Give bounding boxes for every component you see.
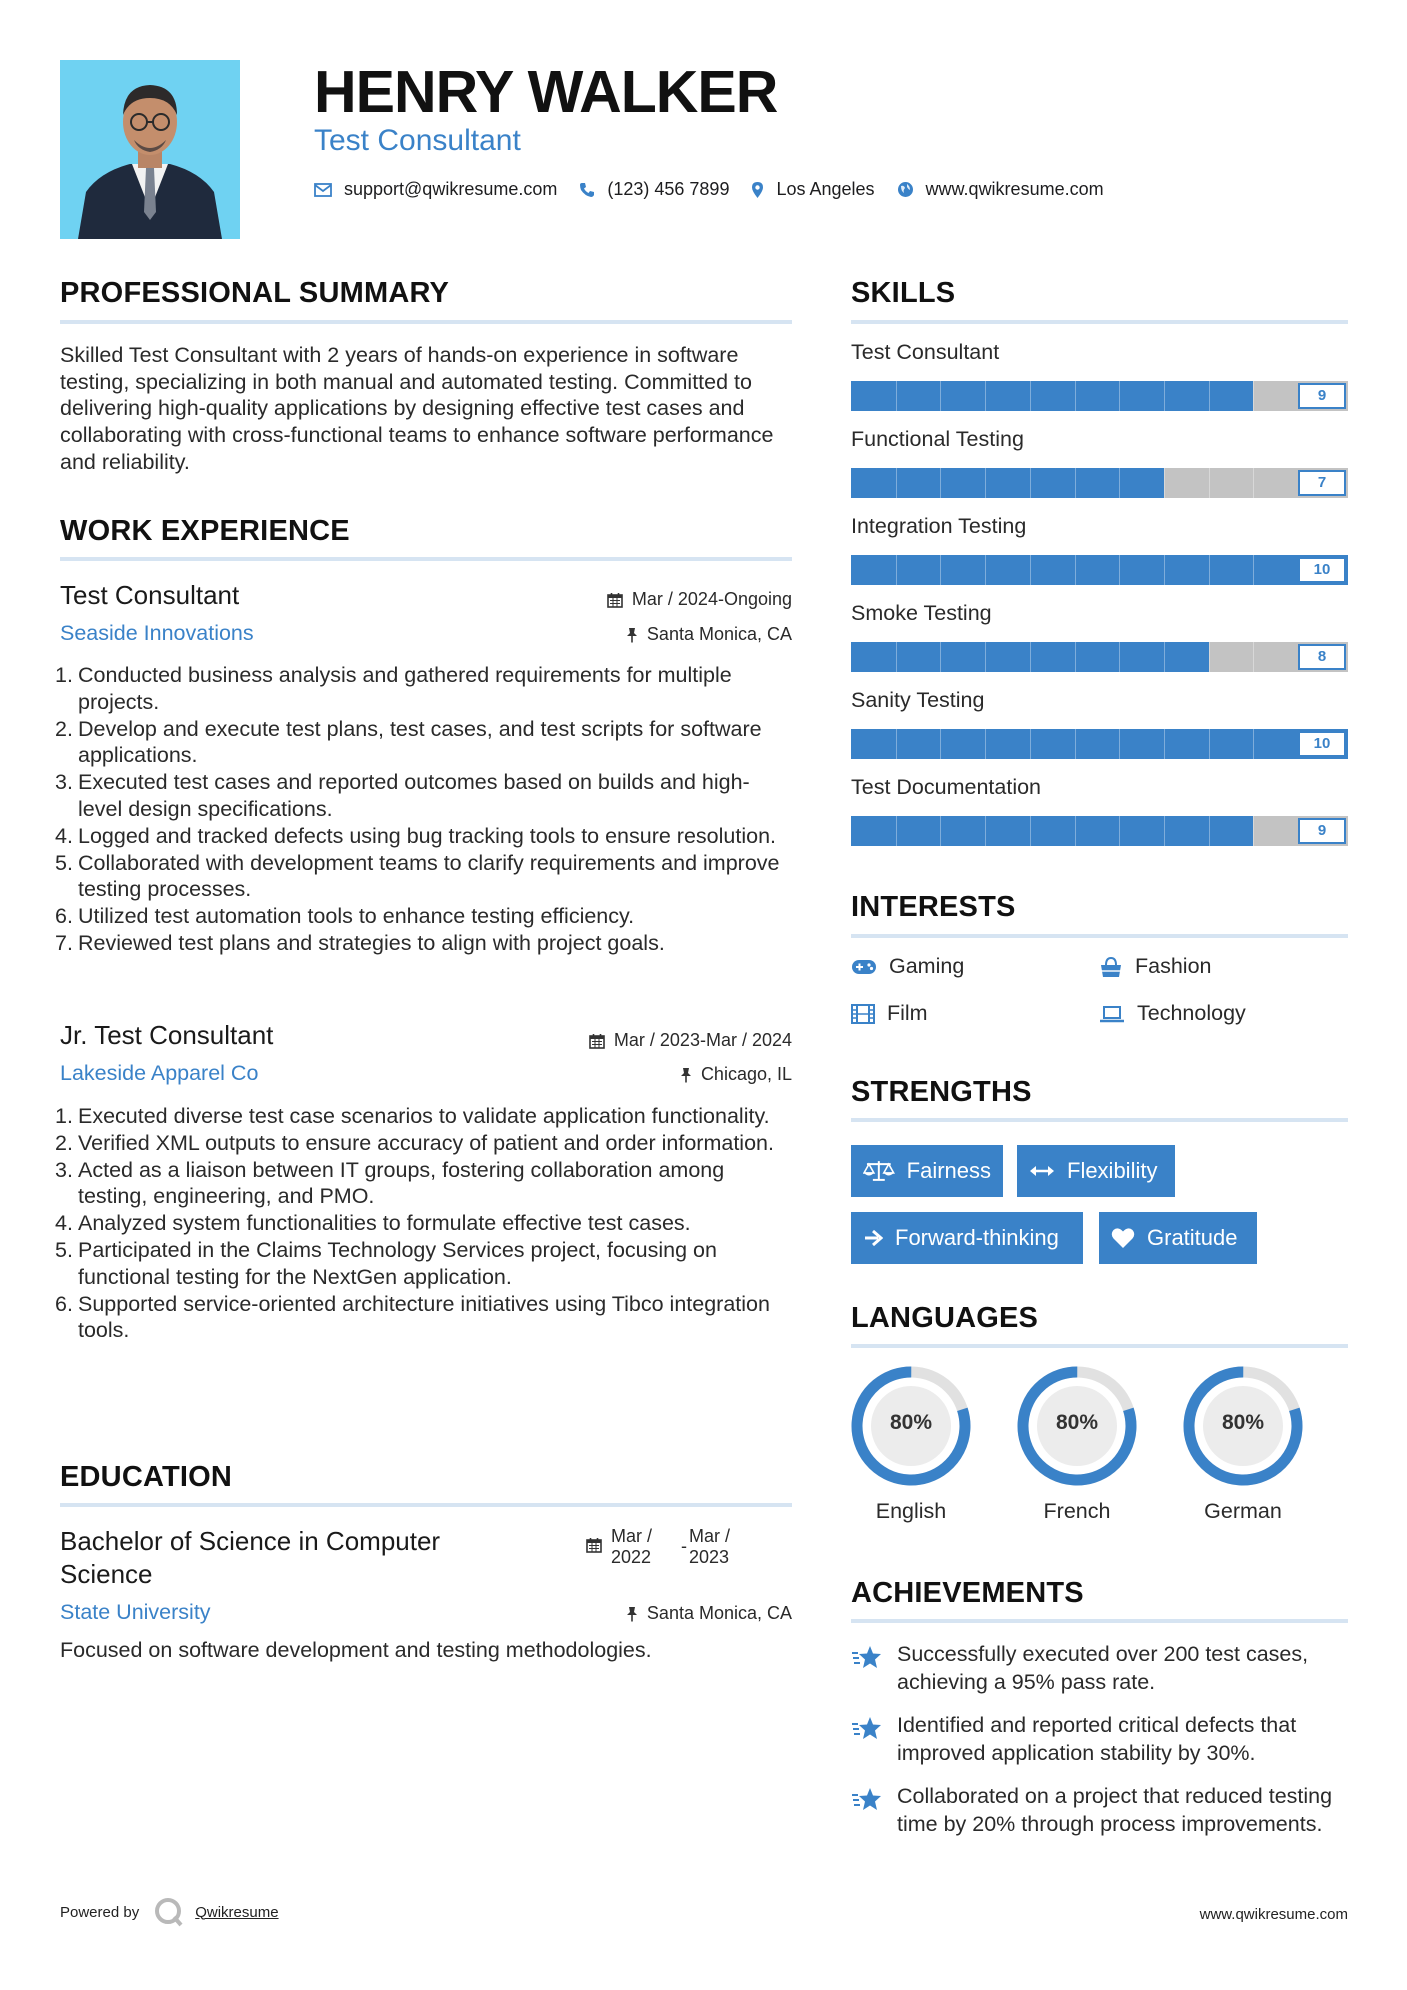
education-location	[626, 1603, 792, 1624]
education-end-date: Mar / 2023	[689, 1526, 731, 1567]
achievement-item	[851, 1711, 1351, 1767]
skill-bar-segment	[1253, 468, 1254, 498]
degree-title-line2: Science	[60, 1559, 153, 1589]
skill-bar-fill	[851, 816, 1253, 846]
job-duties-list	[55, 1103, 792, 1344]
skill-bar-segment	[985, 816, 986, 846]
languages-divider	[851, 1344, 1348, 1348]
strength-label: Fairness	[906, 1158, 991, 1183]
education-location-text: Santa Monica, CA	[646, 1603, 792, 1623]
skill-bar-segment	[1253, 816, 1254, 846]
achievement-item	[851, 1640, 1351, 1696]
skill-bar	[851, 642, 1348, 672]
calendar-icon	[607, 592, 623, 608]
interest-item	[851, 1001, 928, 1026]
education-divider	[60, 1503, 792, 1507]
contact-email-text: support@qwikresume.com	[344, 179, 558, 199]
skill-level-badge: 10	[1298, 731, 1346, 757]
skill-bar-segment	[985, 468, 986, 498]
list-item: 7. Reviewed test plans and strategies to align with project goals.	[55, 930, 665, 955]
summary-heading: PROFESSIONAL SUMMARY	[60, 277, 450, 309]
summary-divider	[60, 320, 792, 324]
skill-bar-segment	[1209, 381, 1210, 411]
language-name: English	[875, 1499, 947, 1523]
skill-bar-segment	[1253, 381, 1254, 411]
education-start-date: Mar / 2022	[611, 1526, 653, 1567]
skill-bar-segment	[896, 642, 897, 672]
skill-bar-segment	[940, 468, 941, 498]
skill-bar-segment	[1119, 381, 1120, 411]
skill-bar-segment	[1164, 468, 1165, 498]
skill-name: Functional Testing	[851, 427, 1024, 451]
education-dates	[586, 1526, 730, 1568]
skill-bar-segment	[1030, 468, 1031, 498]
pushpin-icon	[680, 1067, 692, 1083]
skill-level-badge: 7	[1298, 470, 1346, 496]
job-dates-text: Mar / 2024-Ongoing	[631, 589, 792, 609]
footer-powered-by	[60, 1896, 279, 1928]
skill-bar-segment	[985, 642, 986, 672]
contact-location	[751, 179, 874, 200]
interests-divider	[851, 934, 1348, 938]
list-item: 3. Acted as a liaison between IT groups, fostering collaboration among testing, engineering, and PMO.	[55, 1157, 725, 1209]
skill-bar-segment	[1164, 555, 1165, 585]
qwikresume-logo-icon	[153, 1896, 185, 1928]
envelope-icon	[314, 183, 332, 197]
phone-icon	[579, 182, 595, 198]
skill-bar-segment	[1030, 381, 1031, 411]
job-location	[626, 624, 792, 645]
job-location-text: Chicago, IL	[700, 1064, 792, 1084]
list-item: 6. Supported service-oriented architecture initiatives using Tibco integration tools.	[55, 1291, 770, 1343]
languages-heading: LANGUAGES	[851, 1302, 1039, 1334]
powered-by-text: Powered by	[60, 1903, 140, 1921]
person-portrait-icon	[60, 60, 240, 239]
skill-bar-segment	[1209, 555, 1210, 585]
achievement-item	[851, 1782, 1351, 1838]
skill-bar-segment	[1075, 381, 1076, 411]
skill-level-badge: 8	[1298, 644, 1346, 670]
skill-bar-segment	[1119, 816, 1120, 846]
arrow-right-icon	[863, 1229, 883, 1247]
shooting-star-icon	[851, 1644, 883, 1672]
job-title: Jr. Test Consultant	[60, 1020, 274, 1050]
list-item: 6. Utilized test automation tools to enhance testing efficiency.	[55, 904, 635, 929]
list-item: 4. Analyzed system functionalities to formulate effective test cases.	[55, 1211, 691, 1236]
skills-divider	[851, 320, 1348, 324]
school-name: State University	[60, 1600, 211, 1624]
profile-photo	[60, 60, 240, 239]
job-dates-text: Mar / 2023-Mar / 2024	[613, 1030, 792, 1050]
list-item: 1. Executed diverse test case scenarios to validate application functionality.	[55, 1104, 770, 1128]
skill-name: Test Consultant	[851, 340, 1000, 364]
skills-heading: SKILLS	[851, 277, 956, 309]
interests-heading: INTERESTS	[851, 891, 1016, 923]
shooting-star-icon	[851, 1715, 883, 1743]
strength-label: Flexibility	[1067, 1158, 1158, 1183]
job-company: Seaside Innovations	[60, 621, 254, 645]
achievements-heading: ACHIEVEMENTS	[851, 1577, 1084, 1609]
pushpin-icon	[626, 1606, 638, 1622]
strengths-heading: STRENGTHS	[851, 1076, 1032, 1108]
language-percent: 80%	[1221, 1411, 1265, 1434]
candidate-role: Test Consultant	[314, 124, 521, 157]
skill-bar-segment	[940, 729, 941, 759]
achievement-text: Successfully executed over 200 test cases, achieving a 95% pass rate.	[897, 1642, 1309, 1694]
language-percent: 80%	[1055, 1411, 1099, 1434]
contact-location-text: Los Angeles	[776, 179, 875, 199]
gamepad-icon	[851, 959, 877, 975]
skill-bar-segment	[896, 555, 897, 585]
skill-bar-segment	[1030, 555, 1031, 585]
list-item: 5. Collaborated with development teams to clarify requirements and improve testing processes.	[55, 850, 780, 902]
achievement-text: Identified and reported critical defects that improved application stability by 30%.	[897, 1713, 1297, 1765]
balance-scale-icon	[863, 1159, 895, 1183]
skill-bar-segment	[1209, 468, 1210, 498]
interest-label: Fashion	[1135, 954, 1212, 978]
skill-bar-segment	[1209, 642, 1210, 672]
arrows-horizontal-icon	[1029, 1164, 1055, 1178]
skill-bar-segment	[1075, 555, 1076, 585]
skill-name: Smoke Testing	[851, 601, 992, 625]
strength-label: Gratitude	[1147, 1225, 1238, 1250]
degree-title	[60, 1525, 440, 1591]
skill-bar-segment	[1164, 642, 1165, 672]
pushpin-icon	[626, 627, 638, 643]
language-percent: 80%	[889, 1411, 933, 1434]
skill-bar-fill	[851, 468, 1164, 498]
skill-bar-segment	[940, 555, 941, 585]
skill-bar-segment	[1253, 642, 1254, 672]
contact-phone-text: (123) 456 7899	[607, 179, 730, 199]
skill-bar-segment	[1119, 555, 1120, 585]
list-item: 5. Participated in the Claims Technology Services project, focusing on functional testing for the NextGen application.	[55, 1237, 717, 1289]
experience-heading: WORK EXPERIENCE	[60, 515, 350, 547]
skill-bar-segment	[1209, 816, 1210, 846]
contact-email[interactable]	[314, 179, 557, 200]
degree-title-line1: Bachelor of Science in Computer	[60, 1526, 441, 1556]
skill-bar-segment	[1164, 816, 1165, 846]
candidate-name: HENRY WALKER	[314, 59, 778, 125]
film-icon	[851, 1004, 875, 1024]
skill-bar-segment	[1030, 642, 1031, 672]
brand-link[interactable]: Qwikresume	[195, 1903, 279, 1921]
skill-bar-segment	[896, 729, 897, 759]
skill-bar	[851, 816, 1348, 846]
skill-name: Integration Testing	[851, 514, 1027, 538]
calendar-icon	[589, 1033, 605, 1049]
skill-bar-segment	[940, 642, 941, 672]
list-item: 4. Logged and tracked defects using bug tracking tools to ensure resolution.	[55, 823, 777, 848]
skill-bar-segment	[985, 381, 986, 411]
list-item: 3. Executed test cases and reported outcomes based on builds and high-level design specifications.	[55, 770, 750, 821]
skill-bar-fill	[851, 381, 1253, 411]
skill-bar	[851, 729, 1348, 759]
skill-bar-segment	[1030, 816, 1031, 846]
skill-bar-segment	[896, 381, 897, 411]
skill-name: Test Documentation	[851, 775, 1042, 799]
education-description: Focused on software development and testing methodologies.	[60, 1638, 652, 1662]
skill-bar-segment	[1119, 642, 1120, 672]
calendar-icon	[586, 1537, 602, 1553]
interest-item	[851, 954, 964, 979]
interest-label: Film	[887, 1001, 928, 1025]
skill-level-badge: 9	[1298, 383, 1346, 409]
interest-label: Technology	[1137, 1001, 1246, 1025]
skill-bar-segment	[1119, 729, 1120, 759]
job-location-text: Santa Monica, CA	[646, 624, 792, 644]
laptop-icon	[1099, 1005, 1125, 1023]
skill-bar-segment	[1119, 468, 1120, 498]
map-pin-icon	[751, 181, 764, 199]
strength-tag	[1017, 1145, 1175, 1197]
interest-label: Gaming	[889, 954, 965, 978]
education-date-separator: -	[681, 1536, 687, 1556]
skill-bar	[851, 468, 1348, 498]
strength-tag	[851, 1212, 1083, 1264]
skill-bar-segment	[985, 729, 986, 759]
skill-bar-fill	[851, 729, 1348, 759]
achievement-text: Collaborated on a project that reduced testing time by 20% through process improvements.	[897, 1784, 1333, 1836]
skill-bar-segment	[1030, 729, 1031, 759]
job-title: Test Consultant	[60, 580, 240, 610]
skill-bar-segment	[1253, 729, 1254, 759]
skill-level-badge: 10	[1298, 557, 1346, 583]
shopping-bag-icon	[1099, 956, 1123, 978]
list-item: 1. Conducted business analysis and gathered requirements for multiple projects.	[55, 663, 732, 714]
skill-bar-segment	[1075, 468, 1076, 498]
list-item: 2. Develop and execute test plans, test cases, and test scripts for software applications.	[55, 716, 762, 768]
skill-bar-segment	[1075, 729, 1076, 759]
education-heading: EDUCATION	[60, 1461, 233, 1493]
job-company: Lakeside Apparel Co	[60, 1061, 259, 1085]
interest-item	[1099, 954, 1212, 979]
skill-bar-segment	[1164, 729, 1165, 759]
skill-name: Sanity Testing	[851, 688, 985, 712]
skill-bar-segment	[1075, 642, 1076, 672]
heart-icon	[1111, 1227, 1135, 1249]
skill-bar-segment	[1253, 555, 1254, 585]
job-dates	[607, 589, 792, 610]
job-duties-list	[55, 662, 792, 957]
globe-icon	[897, 181, 914, 198]
skill-bar-segment	[940, 381, 941, 411]
skill-bar-fill	[851, 555, 1348, 585]
contact-phone[interactable]	[579, 179, 729, 200]
language-name: French	[1043, 1499, 1111, 1523]
skill-bar-segment	[1075, 816, 1076, 846]
skill-bar	[851, 555, 1348, 585]
skill-bar	[851, 381, 1348, 411]
footer-website[interactable]: www.qwikresume.com	[1199, 1906, 1348, 1923]
achievements-divider	[851, 1619, 1348, 1623]
contact-bar	[314, 179, 1126, 200]
contact-website[interactable]	[897, 179, 1104, 200]
strength-label: Forward-thinking	[895, 1225, 1059, 1250]
job-location	[680, 1064, 792, 1085]
interest-item	[1099, 1001, 1246, 1026]
skill-bar-segment	[896, 816, 897, 846]
job-dates	[589, 1030, 792, 1051]
strengths-divider	[851, 1118, 1348, 1122]
list-item: 2. Verified XML outputs to ensure accuracy of patient and order information.	[55, 1130, 774, 1155]
skill-bar-segment	[985, 555, 986, 585]
experience-divider	[60, 557, 792, 561]
skill-bar-segment	[1209, 729, 1210, 759]
strength-tag	[1099, 1212, 1257, 1264]
contact-website-text: www.qwikresume.com	[925, 179, 1104, 199]
strength-tag	[851, 1145, 1003, 1197]
skill-bar-segment	[940, 816, 941, 846]
skill-bar-segment	[1164, 381, 1165, 411]
summary-text: Skilled Test Consultant with 2 years of hands-on experience in software testing, specializing in both manual and automated testing. Committed to delivering high-quality applications by designing effective test cases and collaborating with cross-functional teams to enhance software performance and reliability.	[60, 343, 774, 474]
shooting-star-icon	[851, 1786, 883, 1814]
skill-bar-segment	[896, 468, 897, 498]
skill-level-badge: 9	[1298, 818, 1346, 844]
language-name: German	[1204, 1499, 1282, 1523]
